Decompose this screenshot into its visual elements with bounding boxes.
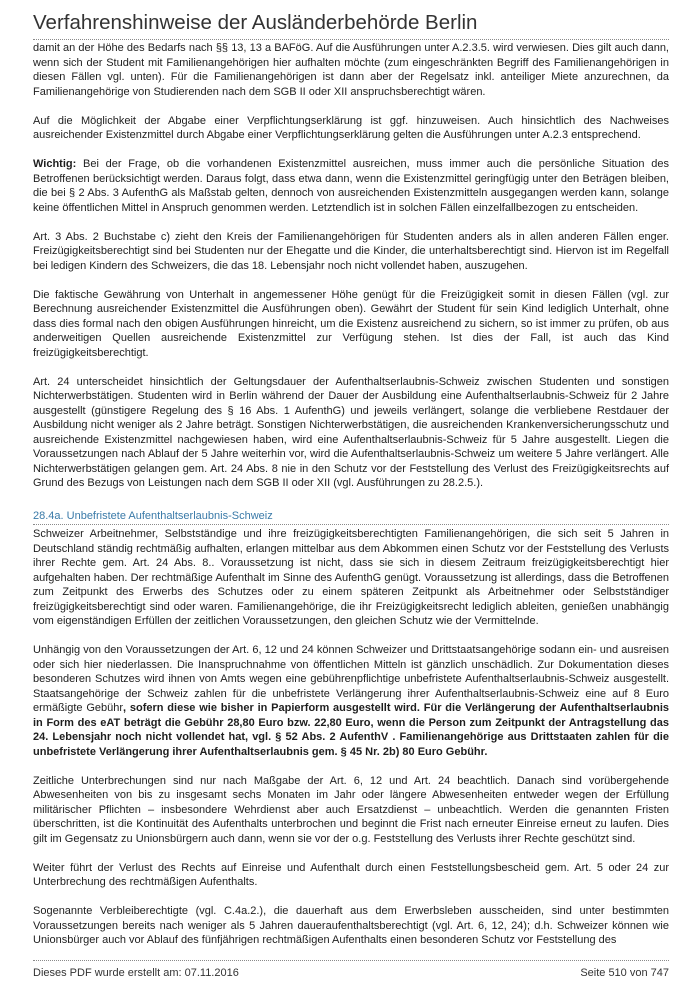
- fees-text-bold: , sofern diese wie bisher in Papierform ausgestellt wird. Für die Verlängerung der Aufenthaltserlaubnis in Form des eAT beträgt die Gebühr 28,80 Euro bzw. 22,80 Euro, wenn die Person zum Zeitpunkt der Antragstellung das 24. Lebensjahr noch nicht vollendet hat, vgl. § 52 Abs. 2 AufenthV . Familienangehörige aus Drittstaaten zahlen für die unbefristete Verlängerung ihrer Aufenthaltserlaubnis gem. § 45 Nr. 2b) 80 Euro Gebühr.: [33, 702, 669, 758]
- paragraph: Schweizer Arbeitnehmer, Selbstständige und ihre freizügigkeitsberechtigten Familienangehörigen, die sich seit 5 Jahren in Deutschland ständig rechtmäßig aufhalten, erlangen mittelbar aus dem Abkommen einen Schutz vor der Feststellung des Verlusts ihrer Rechte gem. Art. 24 Abs. 8.. Voraussetzung ist nicht, dass sie sich in diesem Zeitraum freizügigkeitsberechtigt hier aufgehalten haben. Der rechtmäßige Aufenthalt im Sinne des AufenthG genügt. Voraussetzung ist allerdings, dass die Betroffenen zum Zeitpunkt des Erwerbs des Schutzes oder zu einem späteren Zeitpunkt als Arbeitnehmer oder Selbstständiger freizügigkeitsberechtigt sind oder waren. Familienangehörige, die ihr Freizügigkeitsrecht lediglich ableiten, genießen unabhängig vom eigenständigen Erfüllen der zeitlichen Voraussetzungen, den gleichen Schutz wie der Vermittelnde.: [33, 528, 669, 627]
- paragraph-important: [33, 157, 669, 215]
- paragraph: Weiter führt der Verlust des Rechts auf Einreise und Aufenthalt durch einen Feststellungsbescheid gem. Art. 5 oder 24 zur Unterbrechung des rechtmäßigen Aufenthalts.: [33, 861, 669, 888]
- section-body: [33, 527, 669, 948]
- paragraph: Auf die Möglichkeit der Abgabe einer Verpflichtungserklärung ist ggf. hinzuweisen. Auch hinsichtlich des Nachweises ausreichender Existenzmittel durch Abgabe einer Verpflichtungserklärung gelten die Ausführungen unter A.2.3 entsprechend.: [33, 114, 669, 141]
- paragraph: Art. 3 Abs. 2 Buchstabe c) zieht den Kreis der Familienangehörigen für Studenten anders als in allen anderen Fällen enger. Freizügigkeitsberechtigt sind bei Studenten nur der Ehegatte und die Kinder, die unterhaltsberechtigt sind. Hiervon ist im Regelfall bei ledigen Kindern des Schweizers, die das 18. Lebensjahr noch nicht vollendet haben, auszugehen.: [33, 230, 669, 272]
- fees-text: Unhängig von den Voraussetzungen der Art. 6, 12 und 24 können Schweizer und Drittstaatsangehörige sodann ein- und ausreisen oder sich hier niederlassen. Die Inanspruchnahme von öffentlichen Mitteln ist gänzlich unschädlich. Zur Dokumentation dieses besonderen Schutzes wird ihnen von Amts wegen eine gebührenpflichtige unbefristete Aufenthaltserlaubnis-Schweiz ausgestellt. Staatsangehörige der Schweiz zahlen für die unbefristete Verlängerung ihrer Aufenthaltserlaubnis-Schweiz eine auf 8 Euro ermäßigte Gebühr: [33, 644, 669, 714]
- important-text: Bei der Frage, ob die vorhandenen Existenzmittel ausreichen, muss immer auch die persönliche Situation des Betroffenen berücksichtigt werden. Daraus folgt, dass etwa dann, wenn die Existenzmittel geringfügig unter den Beträgen bleiben, die bei § 2 Abs. 3 AufenthG als Maßstab gelten, dennoch von ausreichenden Existenzmitteln ausgegangen werden kann, solange keine öffentlichen Mittel in Anspruch genommen werden. Letztendlich ist in solchen Fällen einzelfallbezogen zu entscheiden.: [33, 158, 669, 214]
- paragraph: Art. 24 unterscheidet hinsichtlich der Geltungsdauer der Aufenthaltserlaubnis-Schweiz zwischen Studenten und sonstigen Nichterwerbstätigen. Studenten wird in Berlin während der Dauer der Ausbildung eine Aufenthaltserlaubnis-Schweiz für 2 Jahre ausgestellt (günstigere Regelung des § 16 Abs. 1 AufenthG) und jeweils verlängert, solange die verbliebene Restdauer der Ausbildung nicht weniger als 2 Jahre beträgt. Sonstigen Nichterwerbstätigen, die ausreichenden Krankenversicherungsschutz und ausreichende Existenzmittel nachgewiesen haben, wird eine Aufenthaltserlaubnis-Schweiz für 5 Jahre ausgestellt. Liegen die Voraussetzungen nach Ablauf der 5 Jahre weiterhin vor, wird die Aufenthaltserlaubnis-Schweiz um weitere 5 Jahre verlängert. Alle Nichterwerbstätigen gelangen gem. Art. 24 Abs. 8 nie in den Schutz vor der Feststellung des Verlust des Freizügigkeitsrechts auf Grund des Bezugs von Leistungen nach dem SGB II oder XII (vgl. Ausführungen zu 28.2.5.).: [33, 375, 669, 489]
- page-header-title: Verfahrenshinweise der Ausländerbehörde Berlin: [33, 11, 478, 34]
- paragraph: damit an der Höhe des Bedarfs nach §§ 13, 13 a BAFöG. Auf die Ausführungen unter A.2.3.5. wird verwiesen. Dies gilt auch dann, wenn sich der Student mit Familienangehörigen hier aufhalten möchte (zum eingeschränkten Begriff des Familienangehörigen in diesen Fällen vgl. unten). Für die Familienangehörigen ist dann aber der Regelsatz inkl. anteiliger Miete anzurechnen, da Familienangehörige von Studierenden nach dem SGB II oder XII anspruchsberechtigt wären.: [33, 42, 669, 98]
- footer-divider: [33, 960, 669, 961]
- important-label: Wichtig:: [33, 158, 77, 170]
- paragraph: Sogenannte Verbleiberechtigte (vgl. C.4a.2.), die dauerhaft aus dem Erwerbsleben ausscheiden, sind unter bestimmten Voraussetzungen bereits nach weniger als 5 Jahren daueraufenthaltsberechtigt (vgl. Art. 6, 12, 24); d.h. Schweizer können wie Unionsbürger auch vor Ablauf des fünfjährigen rechtmäßigen Aufenthalts einen besonderen Schutz vor Feststellung des: [33, 905, 669, 946]
- footer-created-date: Dieses PDF wurde erstellt am: 07.11.2016: [33, 967, 239, 979]
- paragraph: Die faktische Gewährung von Unterhalt in angemessener Höhe genügt für die Freizügigkeit somit in diesen Fällen (vgl. zur Berechnung ausreichender Existenzmittel die Ausführungen oben). Gewährt der Student für sein Kind lediglich Unterhalt, ohne dass dies formal nach den obigen Ausführungen hinreicht, um die Existenz ausreichend zu sichern, so ist immer zu prüfen, ob aus anderweitigen Quellen ausreichende Existenzmittel zur Verfügung stehen. Ist dies der Fall, ist auch das Kind freizügigkeitsberechtigt.: [33, 288, 669, 359]
- header-divider: [33, 39, 669, 40]
- paragraph: Zeitliche Unterbrechungen sind nur nach Maßgabe der Art. 6, 12 und Art. 24 beachtlich. Danach sind vorübergehende Abwesenheiten von bis zu insgesamt sechs Monaten im Jahr oder längere Abwesenheiten entweder wegen der Erfüllung militärischer Pflichten – insbesondere Wehrdienst aber auch Ersatzdienst – unbeachtlich. Werden die genannten Fristen überschritten, ist die Kontinuität des Aufenthalts unterbrochen und beginnt die Frist nach erneuter Einreise erneut zu laufen. Dies gilt im Gegensatz zu Unionsbürgern auch dann, wenn sie vor der o.g. Feststellung des Verlusts ihrer Rechte geschützt sind.: [33, 774, 669, 845]
- footer-page-number: Seite 510 von 747: [580, 967, 669, 979]
- document-body: [33, 41, 669, 962]
- paragraph-fees: [33, 643, 669, 759]
- section-heading: 28.4a. Unbefristete Aufenthaltserlaubnis-Schweiz: [33, 509, 669, 526]
